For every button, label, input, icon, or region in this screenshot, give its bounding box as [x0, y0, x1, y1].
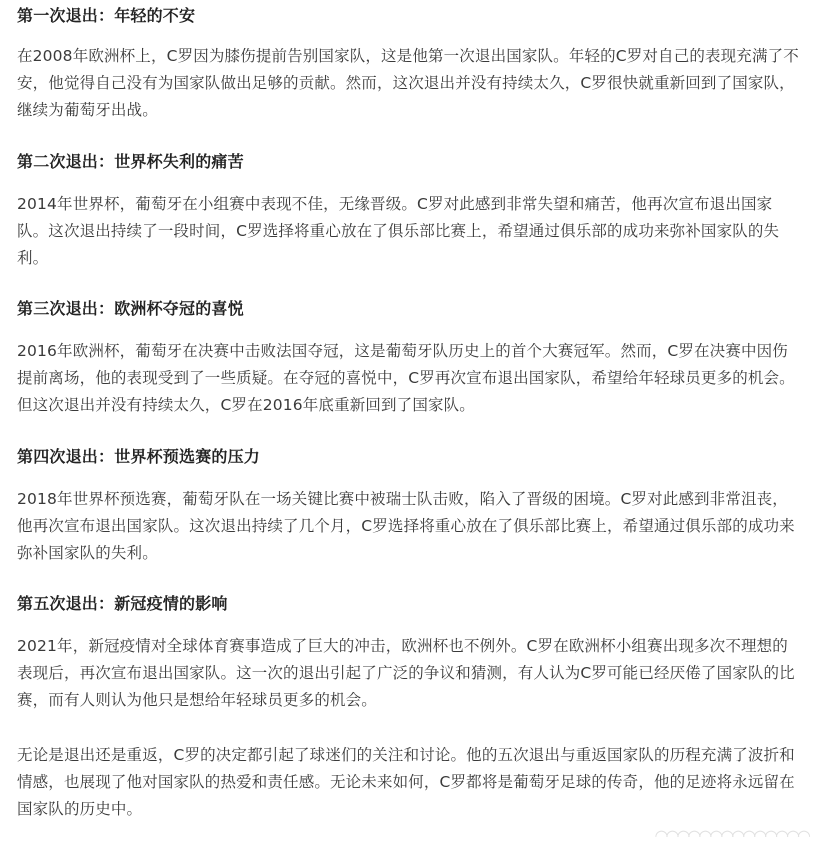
section-heading-3: 第三次退出：欧洲杯夺冠的喜悦: [17, 299, 244, 318]
section-body-1: 在2008年欧洲杯上，C罗因为膝伤提前告别国家队，这是他第一次退出国家队。年轻的C罗对自己的表现充满了不安，他觉得自己没有为国家队做出足够的贡献。然而，这次退出并没有持续太久，C罗很快就重新回到了国家队，继续为葡萄牙出战。: [17, 47, 799, 119]
section-heading-5: 第五次退出：新冠疫情的影响: [17, 594, 228, 613]
section-body-4: 2018年世界杯预选赛，葡萄牙队在一场关键比赛中被瑞士队击败，陷入了晋级的困境。C罗对此感到非常沮丧，他再次宣布退出国家队。这次退出持续了几个月，C罗选择将重心放在了俱乐部比赛上，希望通过俱乐部的成功来弥补国家队的失利。: [17, 490, 795, 562]
conclusion-paragraph: 无论是退出还是重返，C罗的决定都引起了球迷们的关注和讨论。他的五次退出与重返国家队的历程充满了波折和情感，也展现了他对国家队的热爱和责任感。无论未来如何，C罗都将是葡萄牙足球的传奇，他的足迹将永远留在国家队的历史中。: [17, 746, 795, 818]
section-body-3: 2016年欧洲杯，葡萄牙在决赛中击败法国夺冠，这是葡萄牙队历史上的首个大赛冠军。然而，C罗在决赛中因伤提前离场，他的表现受到了一些质疑。在夺冠的喜悦中，C罗再次宣布退出国家队，希望给年轻球员更多的机会。但这次退出并没有持续太久，C罗在2016年底重新回到了国家队。: [17, 342, 795, 414]
section-body-5: 2021年，新冠疫情对全球体育赛事造成了巨大的冲击，欧洲杯也不例外。C罗在欧洲杯小组赛出现多次不理想的表现后，再次宣布退出国家队。这一次的退出引起了广泛的争议和猜测，有人认为C罗可能已经厌倦了国家队的比赛，而有人则认为他只是想给年轻球员更多的机会。: [17, 637, 795, 709]
watermark-icon: ◠◠◠◠◠◠◠◠◠◠◠◠◠◠: [654, 826, 808, 845]
section-heading-1: 第一次退出：年轻的不安: [17, 6, 196, 25]
section-heading-2: 第二次退出：世界杯失利的痛苦: [17, 152, 244, 171]
section-body-2: 2014年世界杯，葡萄牙在小组赛中表现不佳，无缘晋级。C罗对此感到非常失望和痛苦，他再次宣布退出国家队。这次退出持续了一段时间，C罗选择将重心放在了俱乐部比赛上，希望通过俱乐部的成功来弥补国家队的失利。: [17, 195, 780, 267]
section-heading-4: 第四次退出：世界杯预选赛的压力: [17, 447, 261, 466]
